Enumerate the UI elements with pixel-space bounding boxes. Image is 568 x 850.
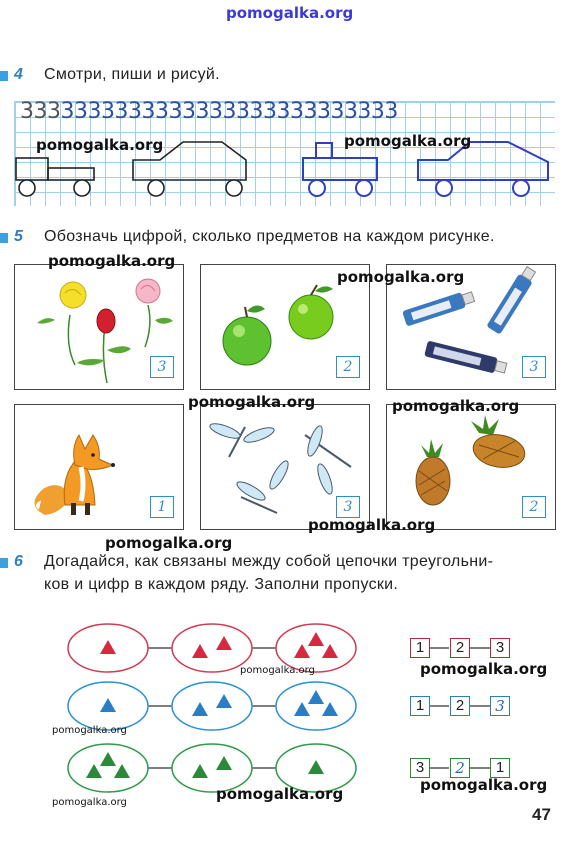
watermark: pomogalka.org [188,393,316,411]
sample-digits: 333 [20,99,61,124]
answer-box: 2 [522,496,546,518]
number-box: 1 [490,758,510,778]
watermark: pomogalka.org [52,797,127,808]
toothpaste-icon [402,289,475,326]
watermark: pomogalka.org [216,785,344,803]
fox-icon [34,435,115,515]
dragonfly-icon [235,459,292,513]
task-number: 4 [14,66,23,83]
task-marker [0,558,8,568]
task-number: 6 [14,553,23,570]
number-box: 2 [450,638,470,658]
task-instruction-line1: Догадайся, как связаны между собой цепочки треугольни- [44,553,494,570]
apple-icon [289,285,333,339]
dragonfly-icon [305,424,351,495]
dragonfly-icon [208,421,275,457]
number-box: 2 [450,696,470,716]
flower-icon [136,279,173,347]
pineapple-icon [416,439,450,505]
watermark: pomogalka.org [52,725,127,736]
task-instruction: Обозначь цифрой, сколько предметов на каждом рисунке. [44,228,495,245]
watermark: pomogalka.org [105,534,233,552]
task-marker [0,233,8,243]
number-box: 3 [490,638,510,658]
number-box: 1 [410,696,430,716]
apple-icon [223,305,271,365]
written-digits: 3333333333333333333333333 [60,99,398,124]
answer-box: 1 [150,496,174,518]
watermark: pomogalka.org [420,660,548,678]
answer-box: 3 [522,356,546,378]
chain-ellipse [276,682,356,730]
task-number: 5 [14,228,23,245]
pineapple-icon [471,415,528,471]
chain-ellipse [68,744,148,792]
page-number: 47 [532,805,551,824]
number-box: 3 [410,758,430,778]
truck-sample [16,158,94,196]
car-drawn [418,142,548,196]
answer-box: 3 [150,356,174,378]
triangle-chains [0,600,400,800]
number-box-filled: 3 [490,696,510,716]
watermark: pomogalka.org [344,132,472,150]
number-box-filled: 2 [450,758,470,778]
answer-box: 2 [336,356,360,378]
toothpaste-icon [486,265,538,335]
watermark: pomogalka.org [36,136,164,154]
number-box: 1 [410,638,430,658]
chain-ellipse [172,682,252,730]
watermark: pomogalka.org [308,516,436,534]
task-instruction-line2: ков и цифр в каждом ряду. Заполни пропуски. [44,576,399,593]
toothpaste-icon [424,341,507,376]
watermark: pomogalka.org [48,252,176,270]
watermark: pomogalka.org [420,776,548,794]
truck-drawn [303,143,377,196]
watermark: pomogalka.org [337,268,465,286]
answer-box: 3 [336,496,360,518]
watermark: pomogalka.org [226,4,354,22]
watermark: pomogalka.org [392,397,520,415]
watermark: pomogalka.org [240,665,315,676]
flower-icon [77,309,131,383]
flower-icon [37,282,86,365]
task-instruction: Смотри, пиши и рисуй. [44,66,220,83]
vehicle-drawings [0,0,568,220]
